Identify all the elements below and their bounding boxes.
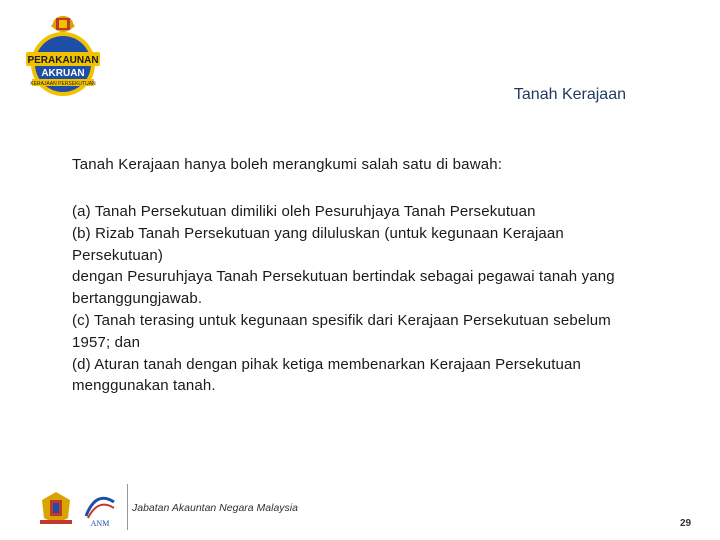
coat-of-arms-icon	[40, 492, 72, 524]
logo-line1: PERAKAUNAN	[27, 55, 99, 66]
body-line: bertanggungjawab.	[72, 290, 203, 308]
intro-text: Tanah Kerajaan hanya boleh merangkumi salah satu di bawah:	[72, 156, 503, 173]
body-line: dengan Pesuruhjaya Tanah Persekutuan bertindak sebagai pegawai tanah yang	[72, 268, 615, 286]
logo-line3: KERAJAAN PERSEKUTUAN	[30, 81, 96, 87]
crest-icon	[51, 16, 75, 32]
body-line: (c) Tanah terasing untuk kegunaan spesifik dari Kerajaan Persekutuan sebelum	[72, 311, 611, 329]
footer-logos	[36, 486, 120, 528]
footer-organization: Jabatan Akauntan Negara Malaysia	[132, 502, 298, 514]
body-line: (b) Rizab Tanah Persekutuan yang diluluskan (untuk kegunaan Kerajaan	[72, 224, 564, 242]
anm-label: ANM	[90, 519, 110, 528]
body-line: 1957; dan	[72, 333, 141, 351]
page-number: 29	[680, 518, 692, 529]
body-line: (a) Tanah Persekutuan dimiliki oleh Pesuruhjaya Tanah Persekutuan	[72, 203, 536, 220]
logo-line2: AKRUAN	[41, 68, 85, 79]
footer-divider	[127, 484, 128, 530]
anm-logo-icon	[86, 498, 114, 528]
body-line: menggunakan tanah.	[72, 377, 216, 395]
body-line: Persekutuan)	[72, 246, 164, 264]
body-text	[72, 201, 662, 397]
slide-title: Tanah Kerajaan	[513, 86, 626, 103]
body-line: (d) Aturan tanah dengan pihak ketiga membenarkan Kerajaan Persekutuan	[72, 355, 582, 373]
perakaunan-akruan-logo	[18, 12, 108, 98]
